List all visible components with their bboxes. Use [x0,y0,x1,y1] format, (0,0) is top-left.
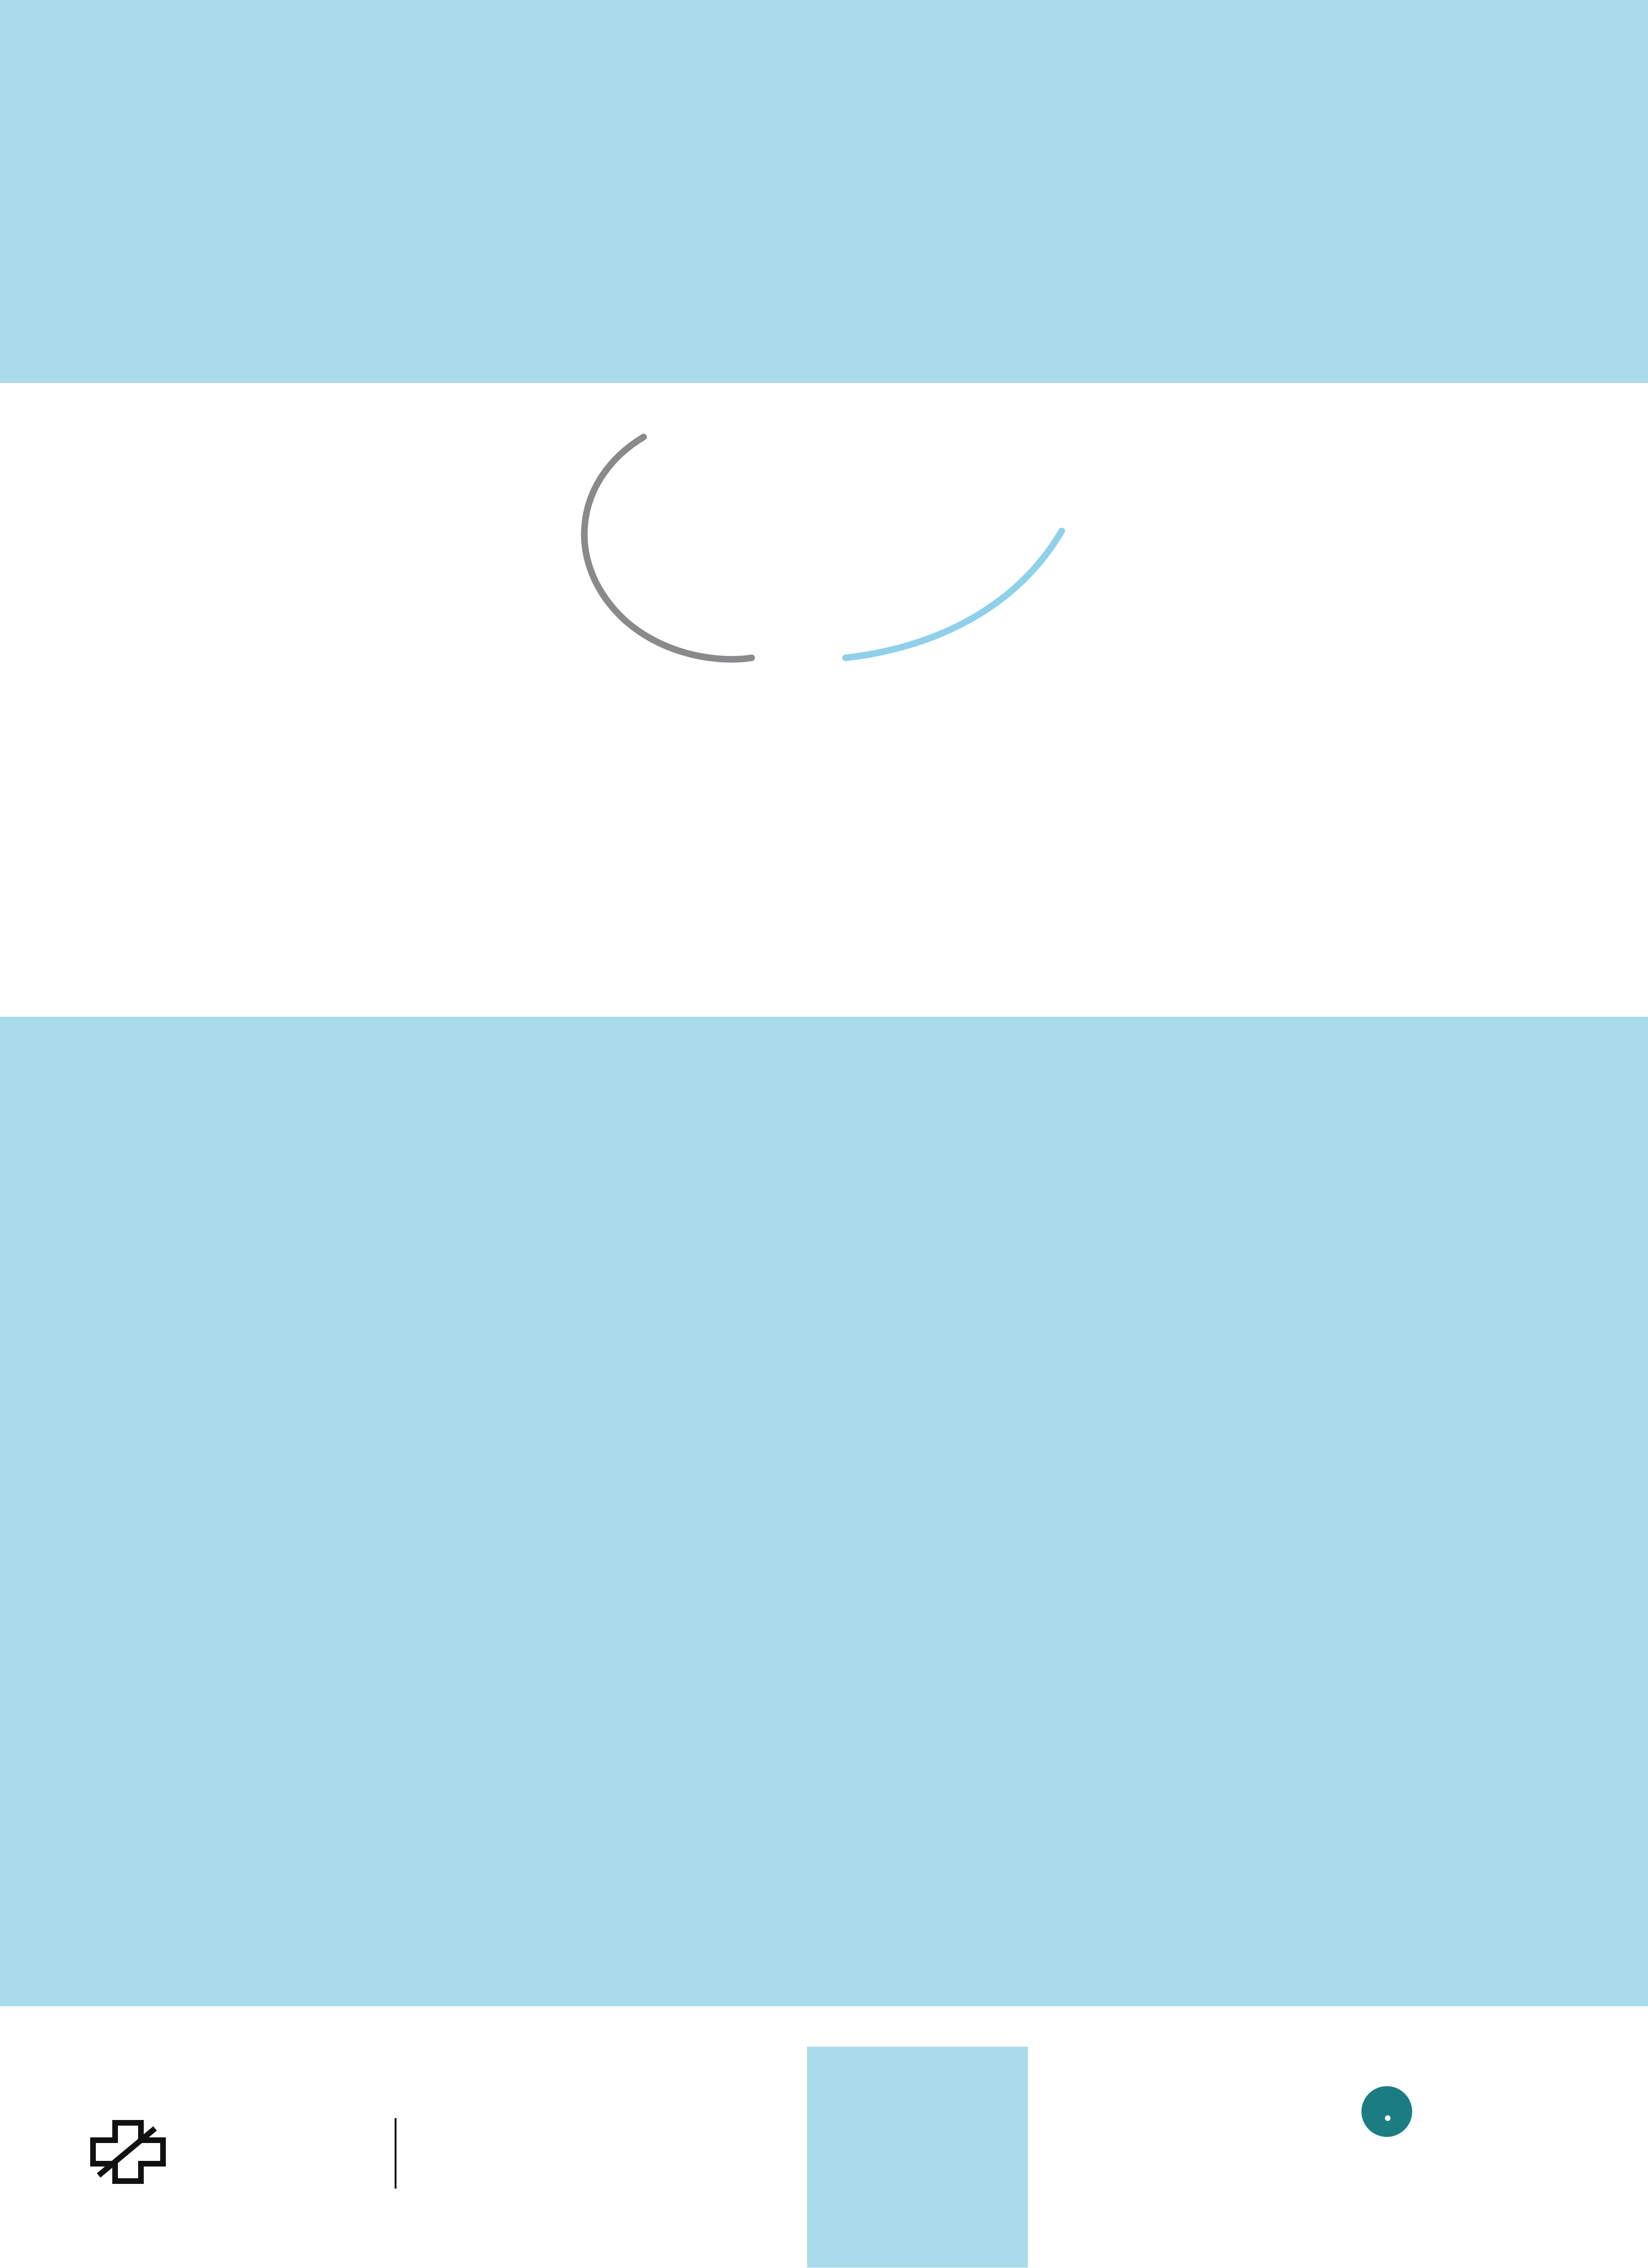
inibic-small-dot [1385,2115,1391,2121]
etp-day-logo [545,423,1081,695]
logo-swoosh [545,423,1081,695]
inibic-dot-icon [1361,2086,1412,2137]
inibic-logo [1290,2086,1553,2241]
fondation-dermatite-atopique-logo [807,2047,1028,2268]
sergas-logo [89,2114,606,2185]
top-banner [0,0,1648,383]
sergas-divider [395,2118,396,2189]
sergas-cross-icon [89,2119,167,2185]
program-section [0,1017,1648,2006]
